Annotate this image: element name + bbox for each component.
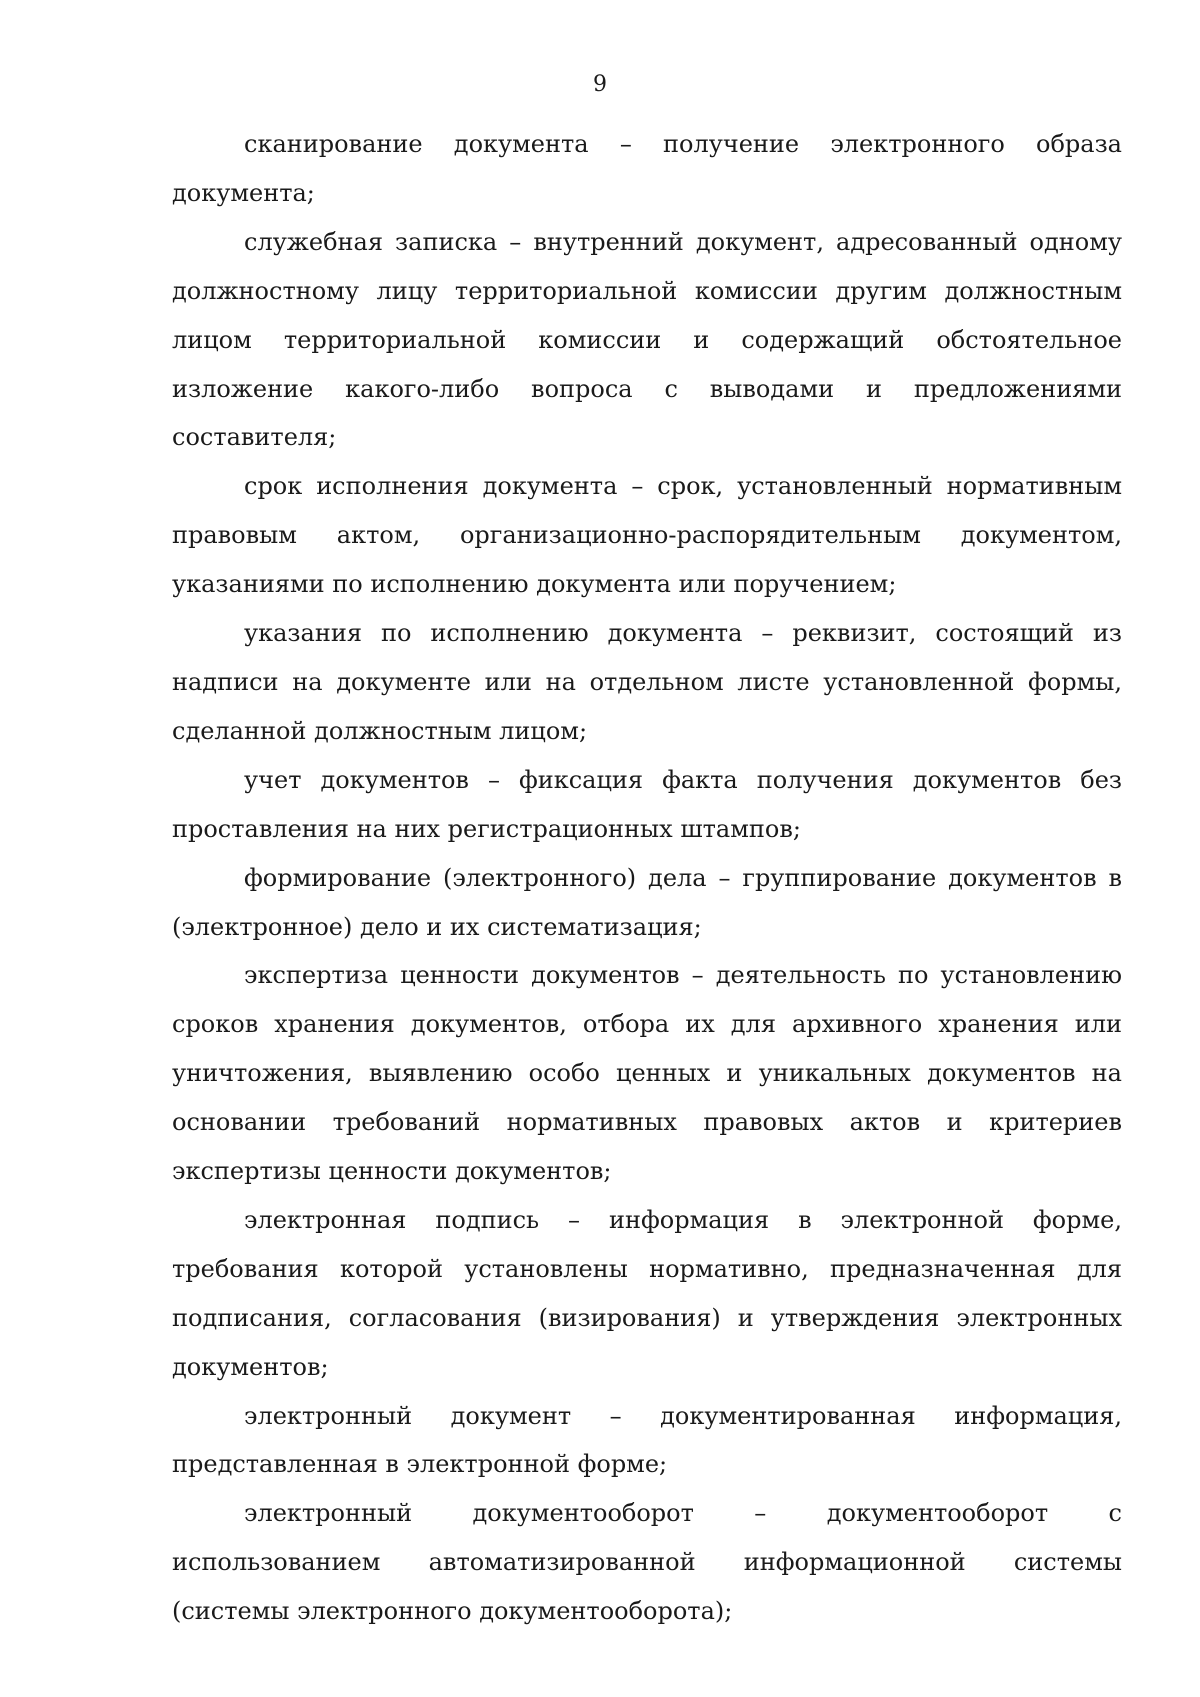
definition-paragraph: формирование (электронного) дела – группирование документов в (электронное) дело и их систематизация; [172, 863, 1122, 941]
document-body [172, 120, 1122, 1636]
definition-paragraph: учет документов – фиксация факта получения документов без проставления на них регистрационных штампов; [172, 765, 1122, 843]
definition-paragraph: электронный документооборот – документооборот с использованием автоматизированной информационной системы (системы электронного документооборота); [172, 1499, 1122, 1626]
definition-paragraph: сканирование документа – получение электронного образа документа; [172, 130, 1122, 207]
definition-paragraph: экспертиза ценности документов – деятельность по установлению сроков хранения документов, отбора их для архивного хранения или уничтожения, выявлению особо ценных и уникальных документов на основании требований нормативных правовых актов и критериев экспертизы ценности документов; [172, 961, 1122, 1186]
definition-paragraph: электронный документ – документированная информация, представленная в электронной форме; [172, 1401, 1122, 1479]
definition-paragraph: указания по исполнению документа – реквизит, состоящий из надписи на документе или на отдельном листе установленной формы, сделанной должностным лицом; [172, 619, 1122, 745]
page-number: 9 [593, 72, 607, 97]
definition-paragraph: служебная записка – внутренний документ, адресованный одному должностному лицу территориальной комиссии другим должностным лицом территориальной комиссии и содержащий обстоятельное изложение какого-либо вопроса с выводами и предложениями составителя; [172, 227, 1122, 452]
definition-paragraph: электронная подпись – информация в электронной форме, требования которой установлены нормативно, предназначенная для подписания, согласования (визирования) и утверждения электронных документов; [172, 1205, 1122, 1381]
definition-paragraph: срок исполнения документа – срок, установленный нормативным правовым актом, организационно-распорядительным документом, указаниями по исполнению документа или поручением; [172, 472, 1122, 599]
